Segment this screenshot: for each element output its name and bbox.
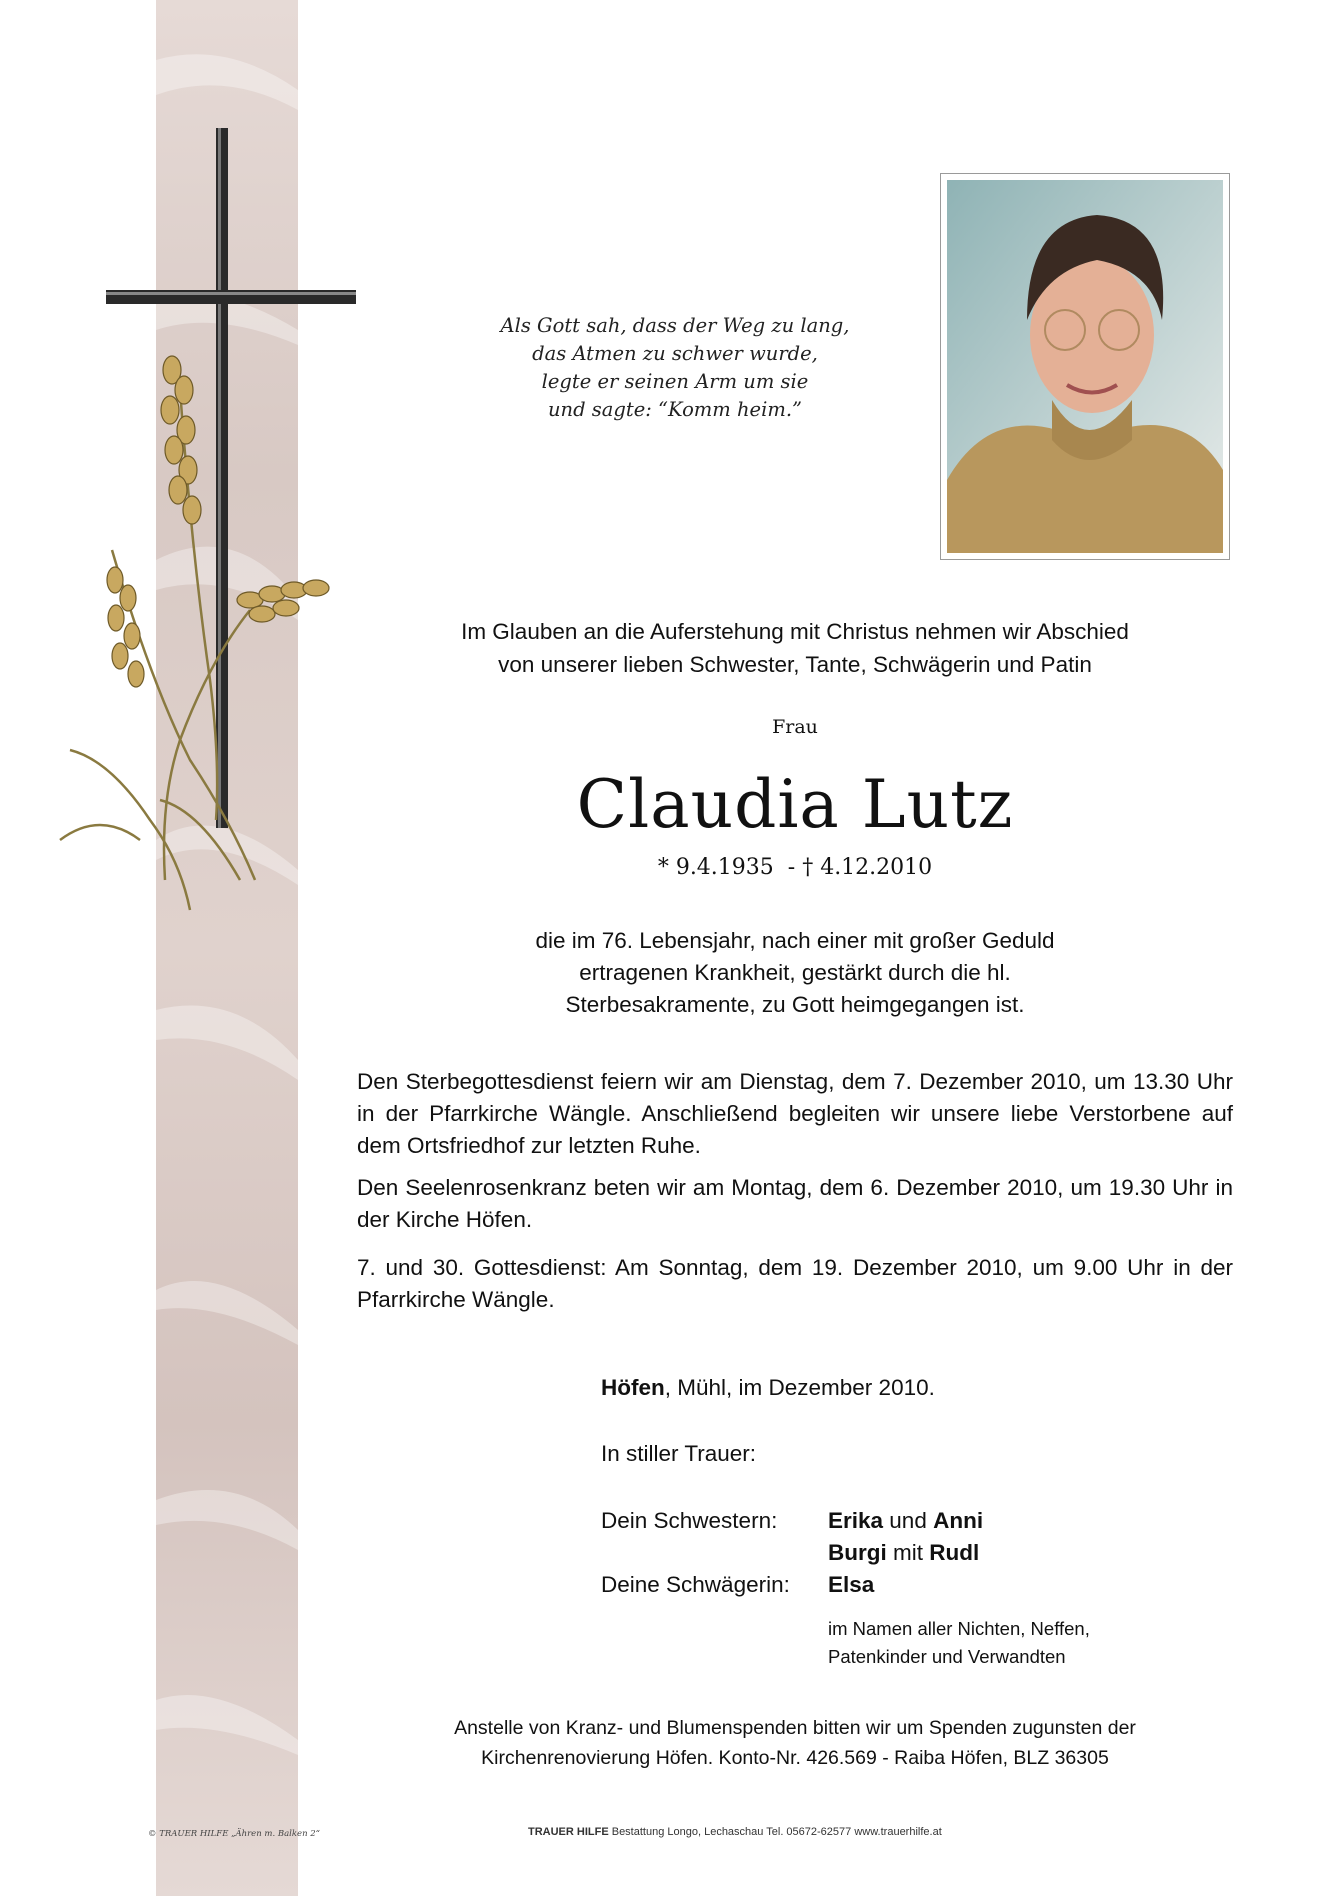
footer <box>528 1826 942 1838</box>
portrait-frame <box>940 173 1230 560</box>
donation-line: Kirchenrenovierung Höfen. Konto-Nr. 426.569 - Raiba Höfen, BLZ 36305 <box>481 1747 1109 1769</box>
sisters-names-line1 <box>828 1505 983 1537</box>
cross-wheat-illustration <box>40 120 370 940</box>
footer-brand: TRAUER HILFE <box>528 1826 609 1838</box>
place-name: Höfen <box>601 1375 665 1400</box>
intro-line: Im Glauben an die Auferstehung mit Christus nehmen wir Abschied <box>461 619 1129 644</box>
conjunction: und <box>883 1508 934 1533</box>
sisterinlaw-name <box>828 1569 874 1601</box>
intro-line: von unserer lieben Schwester, Tante, Schwägerin und Patin <box>498 652 1092 677</box>
rosary-paragraph: Den Seelenrosenkranz beten wir am Montag, dem 6. Dezember 2010, um 19.30 Uhr in der Kirche Höfen. <box>357 1175 1233 1232</box>
quote-line: und sagte: “Komm heim.” <box>548 398 802 421</box>
funeral-service-paragraph: Den Sterbegottesdienst feiern wir am Dienstag, dem 7. Dezember 2010, um 13.30 Uhr in der Pfarrkirche Wängle. Anschließend begleiten wir unsere liebe Verstorbene auf dem Ortsfriedhof zur letzten Ruhe. <box>357 1069 1233 1158</box>
family-name: Rudl <box>929 1540 980 1565</box>
donation-line: Anstelle von Kranz- und Blumenspenden bitten wir um Spenden zugunsten der <box>454 1717 1136 1739</box>
family-note-line: Patenkinder und Verwandten <box>828 1646 1066 1667</box>
quote-line: das Atmen zu schwer wurde, <box>532 342 818 365</box>
memorial-service-paragraph: 7. und 30. Gottesdienst: Am Sonntag, dem 19. Dezember 2010, um 9.00 Uhr in der Pfarrkirche Wängle. <box>357 1255 1233 1312</box>
life-dates: * 9.4.1935 - † 4.12.2010 <box>657 855 933 880</box>
salutation: Frau <box>772 716 818 738</box>
sisters-label: Dein Schwestern: <box>601 1508 778 1533</box>
life-description <box>355 925 1235 1021</box>
family-name: Anni <box>933 1508 984 1533</box>
sisters-names-line2 <box>828 1537 979 1569</box>
family-name: Erika <box>828 1508 884 1533</box>
portrait-photo <box>947 180 1223 553</box>
conjunction: mit <box>886 1540 930 1565</box>
quote-line: legte er seinen Arm um sie <box>541 370 809 393</box>
family-name: Burgi <box>828 1540 887 1565</box>
family-note <box>828 1615 1090 1671</box>
family-name: Elsa <box>828 1572 875 1597</box>
mourning-heading: In stiller Trauer: <box>601 1441 757 1466</box>
footer-text: Bestattung Longo, Lechaschau Tel. 05672-62577 www.trauerhilfe.at <box>608 1826 942 1838</box>
quote-line: Als Gott sah, dass der Weg zu lang, <box>500 314 850 337</box>
place-rest: , Mühl, im Dezember 2010. <box>664 1375 935 1400</box>
copyright-note: © TRAUER HILFE „Ähren m. Balken 2“ <box>148 1829 320 1839</box>
family-note-line: im Namen aller Nichten, Neffen, <box>828 1618 1090 1639</box>
memorial-quote <box>430 312 920 424</box>
deceased-name: Claudia Lutz <box>576 766 1014 843</box>
life-line: die im 76. Lebensjahr, nach einer mit großer Geduld <box>535 928 1055 953</box>
life-line: ertragenen Krankheit, gestärkt durch die hl. <box>579 960 1011 985</box>
sisterinlaw-label: Deine Schwägerin: <box>601 1572 790 1597</box>
life-line: Sterbesakramente, zu Gott heimgegangen ist. <box>565 992 1025 1017</box>
donation-notice <box>355 1713 1235 1773</box>
cross-icon <box>106 128 356 828</box>
intro-text <box>355 615 1235 681</box>
place-date <box>601 1372 935 1404</box>
